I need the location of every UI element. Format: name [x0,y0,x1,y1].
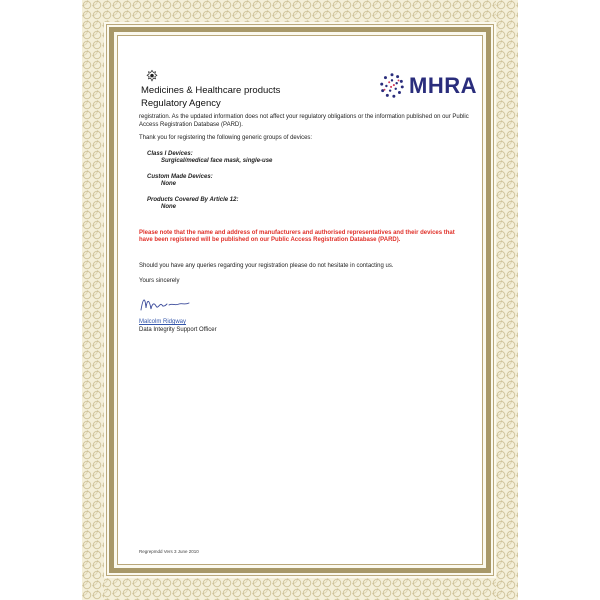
mhra-logo [378,72,477,100]
agency-name-line1: Medicines & Healthcare products [141,85,281,96]
ornamental-border-top [82,0,518,22]
ornamental-border-left [82,0,104,600]
device-group-article-12 [147,197,469,212]
closing-line: Yours sincerely [139,278,180,284]
letter-content [139,64,477,334]
royal-crest-icon [145,69,159,83]
letter-header [139,64,477,112]
device-group-item: None [161,181,176,187]
ornamental-border-right [496,0,518,600]
mhra-dots-icon [378,72,406,100]
signer-name: Malcolm Ridgway [139,319,187,325]
mhra-logo-text: MHRA [409,73,477,99]
device-group-heading: Custom Made Devices: [147,173,213,180]
queries-paragraph: Should you have any queries regarding your registration please do not hesitate in contacting us. [139,262,394,269]
ornamental-border-bottom [82,578,518,600]
device-group-heading: Class I Devices: [147,150,193,157]
device-group-custom-made [147,174,469,189]
publication-notice: Please note that the name and address of manufacturers and authorised representatives and their devices that have been registered will be published on our Public Access Registration Database (PARD). [139,229,455,243]
agency-name-line2: Regulatory Agency [141,98,221,109]
device-group-item: None [161,204,176,210]
handwritten-signature [139,294,199,314]
device-group-item: Surgical/medical face mask, single-use [161,158,273,164]
document-version-footer: Regrepmdd Vers 3 June 2010 [139,549,199,554]
agency-block [141,69,280,109]
thanks-paragraph: Thank you for registering the following generic groups of devices: [139,135,313,141]
signer-title: Data Integrity Support Officer [139,326,217,333]
intro-paragraph: registration. As the updated information does not affect your regulatory obligations or the information published on our Public Access Registration Database (PARD). [139,114,469,128]
device-group-heading: Products Covered By Article 12: [147,196,239,203]
device-group-class-i [147,151,469,166]
